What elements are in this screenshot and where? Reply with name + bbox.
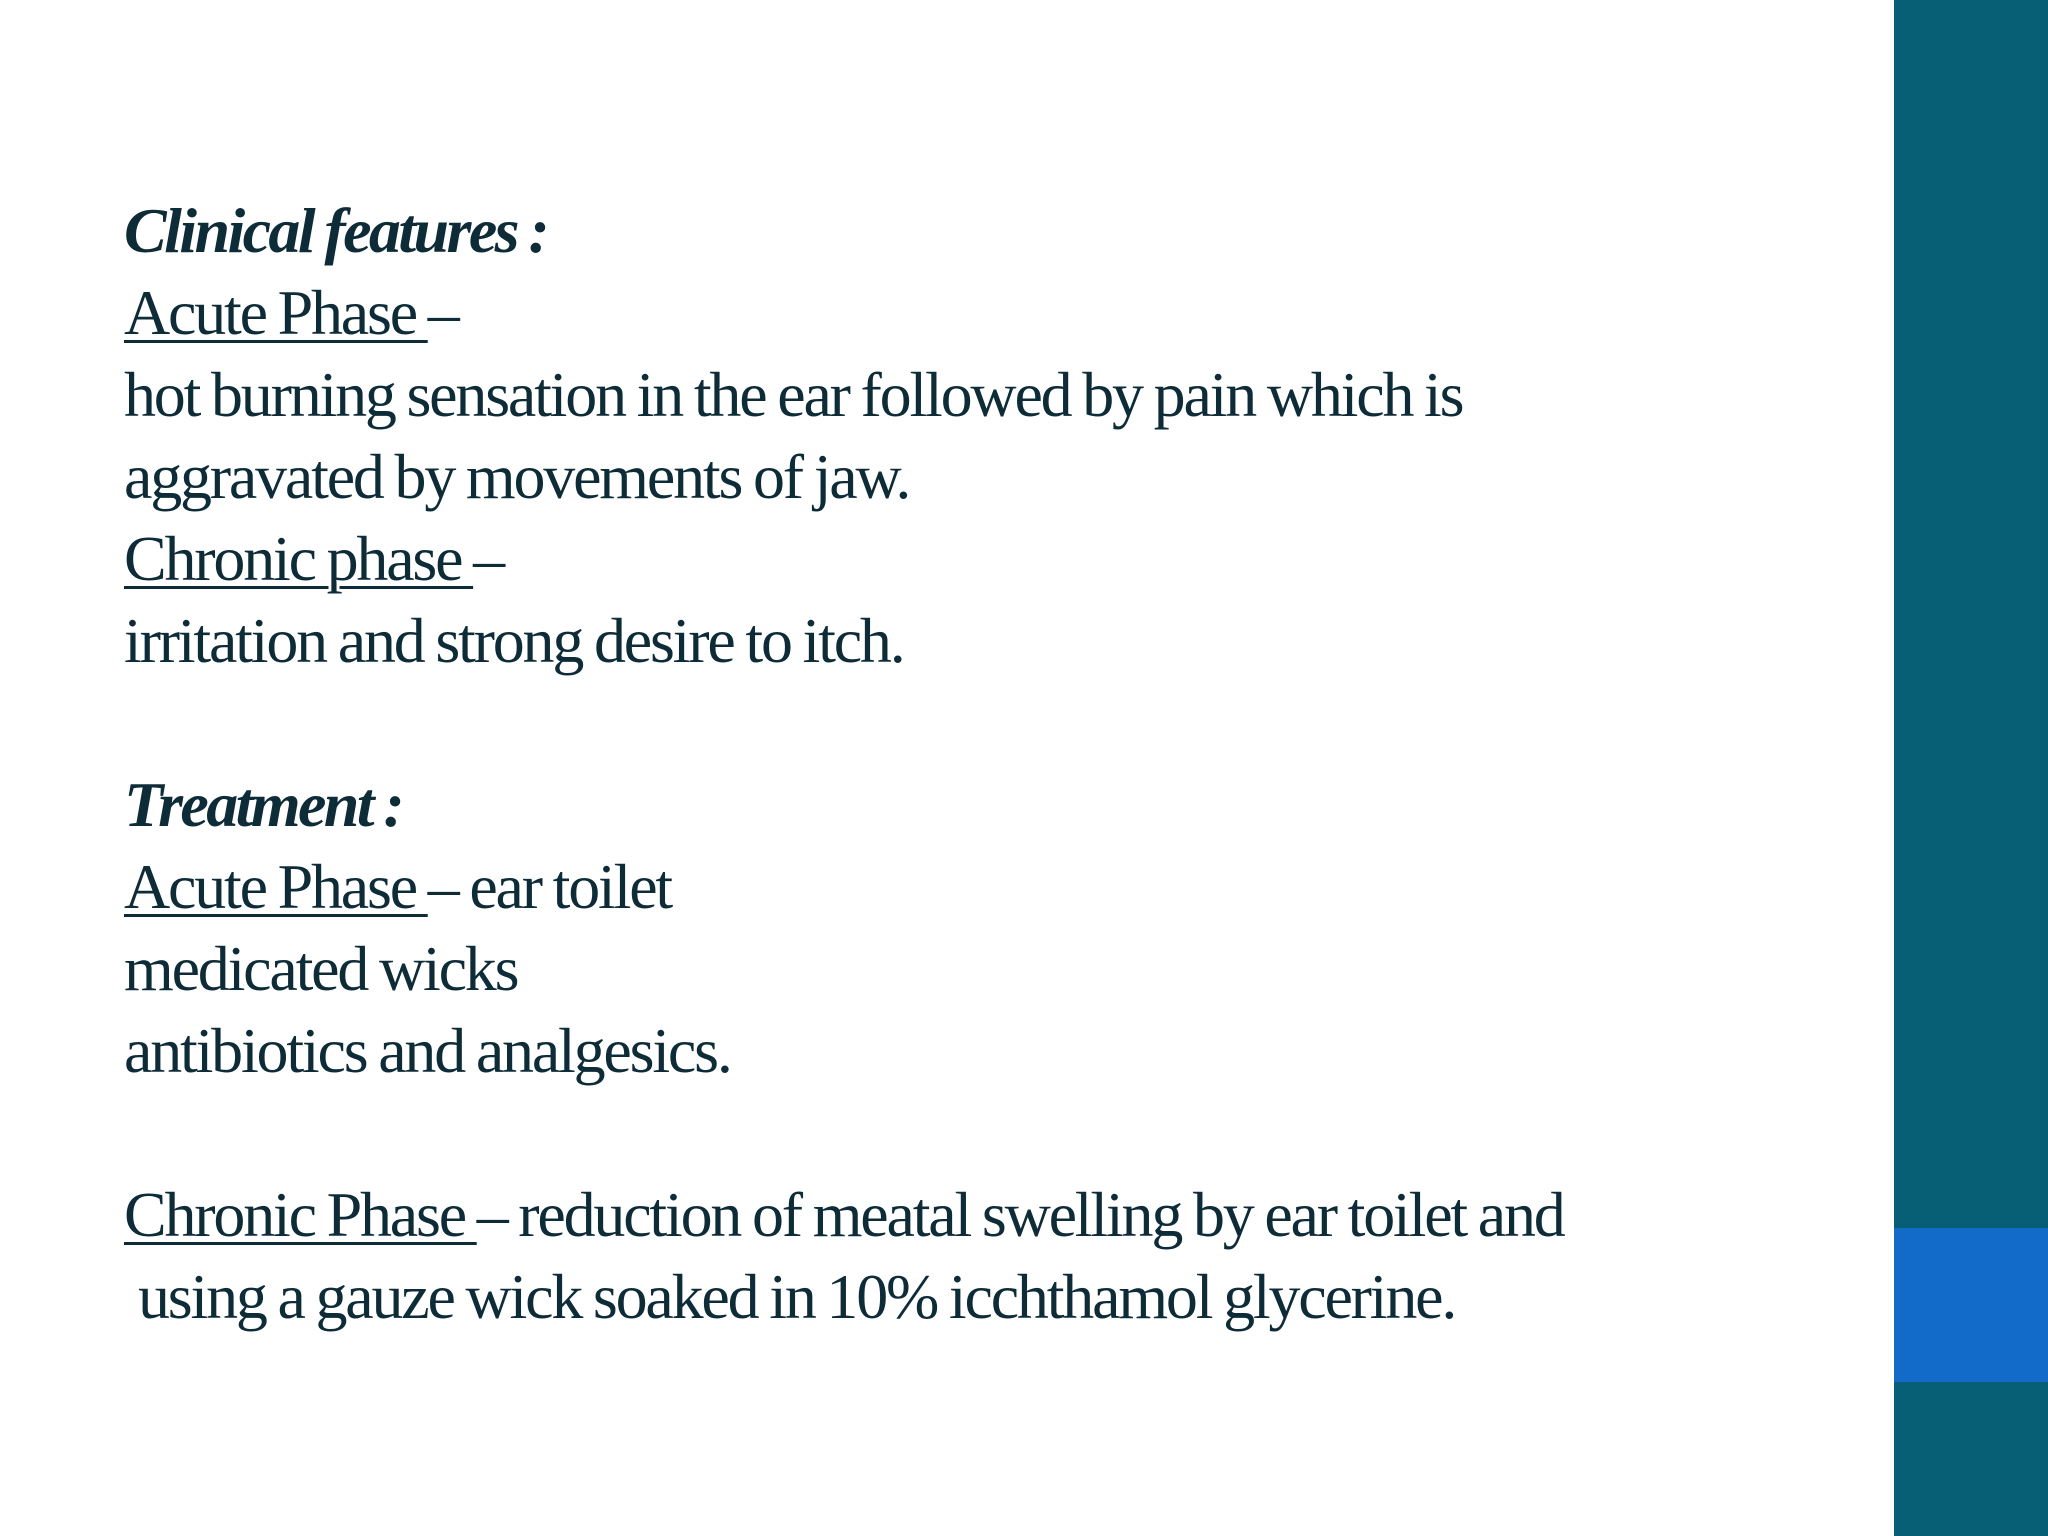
slide-body [124, 190, 1844, 1338]
clinical-chronic-phase-label: Chronic phase [124, 523, 474, 594]
side-accent-block [1894, 1228, 2048, 1382]
treatment-heading: Treatment : [124, 769, 403, 840]
treatment-chronic-text-2: using a gauze wick soaked in 10% icchthamol glycerine. [138, 1261, 1456, 1332]
treatment-acute-phase-text: – ear toilet [427, 851, 671, 922]
clinical-acute-text-2: aggravated by movements of jaw. [124, 441, 910, 512]
treatment-acute-phase-label: Acute Phase [124, 851, 428, 922]
clinical-features-heading: Clinical features : [124, 195, 548, 266]
spacer [124, 1092, 1844, 1174]
clinical-acute-phase-label: Acute Phase [124, 277, 428, 348]
treatment-chronic-phase-line [124, 1174, 1844, 1256]
treatment-acute-text-3: antibiotics and analgesics. [124, 1015, 731, 1086]
clinical-acute-phase-separator: – [427, 277, 458, 348]
clinical-acute-phase-line [124, 272, 1844, 354]
clinical-chronic-phase-separator: – [473, 523, 503, 594]
clinical-acute-text-1: hot burning sensation in the ear followed by pain which is [124, 359, 1463, 430]
treatment-chronic-phase-text: – reduction of meatal swelling by ear toilet and [476, 1179, 1564, 1250]
treatment-chronic-phase-label: Chronic Phase [124, 1179, 477, 1250]
clinical-chronic-phase-line [124, 518, 1844, 600]
spacer [124, 682, 1844, 764]
treatment-acute-text-2: medicated wicks [124, 933, 518, 1004]
clinical-chronic-text-1: irritation and strong desire to itch. [124, 605, 904, 676]
treatment-acute-phase-line [124, 846, 1844, 928]
